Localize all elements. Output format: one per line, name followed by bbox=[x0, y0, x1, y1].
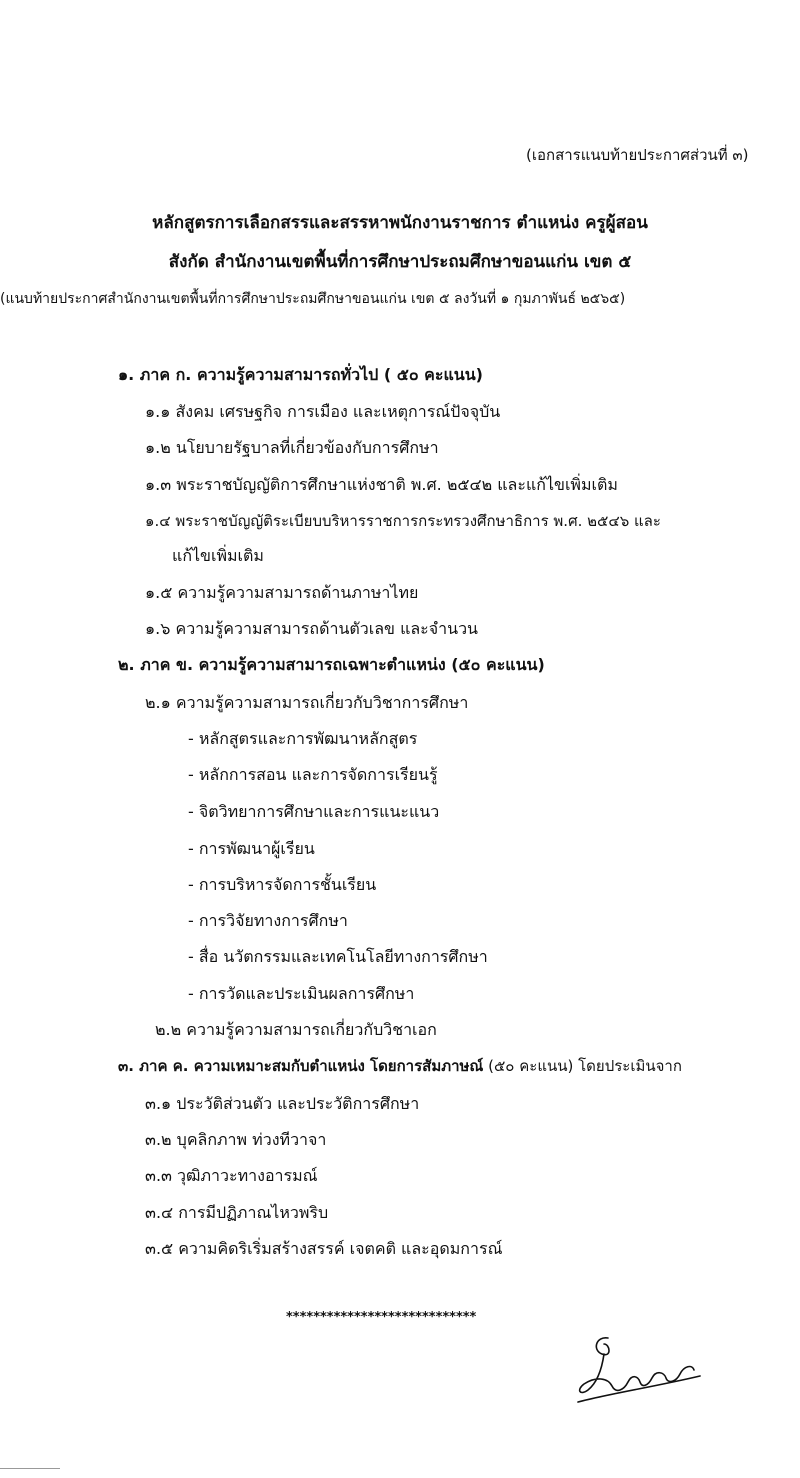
scan-edge-divider bbox=[0, 1468, 60, 1469]
section-2-heading: ๒. ภาค ข. ความรู้ความสามารถเฉพาะตำแหน่ง (๕๐ คะแนน) bbox=[118, 655, 545, 674]
section-1-item-4: ๑.๔ พระราชบัญญัติระเบียบบริหารราชการกระทรวงศึกษาธิการ พ.ศ. ๒๕๔๖ และ bbox=[145, 512, 661, 530]
section-1-item-3: ๑.๓ พระราชบัญญัติการศึกษาแห่งชาติ พ.ศ. ๒๕๔๒ และแก้ไขเพิ่มเติม bbox=[145, 475, 618, 494]
header-note: (เอกสารแนบท้ายประกาศส่วนที่ ๓) bbox=[526, 146, 749, 164]
section-3-item-4: ๓.๔ การมีปฏิภาณไหวพริบ bbox=[145, 1203, 329, 1222]
section-2-subitem: - หลักสูตรและการพัฒนาหลักสูตร bbox=[188, 729, 418, 748]
section-1-heading: ๑. ภาค ก. ความรู้ความสามารถทั่วไป ( ๕๐ คะแนน) bbox=[118, 365, 483, 384]
section-2-subitem: - การพัฒนาผู้เรียน bbox=[188, 839, 315, 858]
title-line-2: สังกัด สำนักงานเขตพื้นที่การศึกษาประถมศึกษาขอนแก่น เขต ๕ bbox=[168, 252, 632, 272]
section-3-item-5: ๓.๕ ความคิดริเริ่มสร้างสรรค์ เจตคติ และอุดมการณ์ bbox=[145, 1239, 503, 1258]
section-3-item-1: ๓.๑ ประวัติส่วนตัว และประวัติการศึกษา bbox=[145, 1094, 420, 1113]
section-3-item-3: ๓.๓ วุฒิภาวะทางอารมณ์ bbox=[145, 1166, 318, 1185]
section-1-item-4-cont: แก้ไขเพิ่มเติม bbox=[172, 546, 264, 565]
section-2-item-1: ๒.๑ ความรู้ความสามารถเกี่ยวกับวิชาการศึกษา bbox=[145, 693, 469, 712]
title-line-3: (แนบท้ายประกาศสำนักงานเขตพื้นที่การศึกษาประถมศึกษาขอนแก่น เขต ๕ ลงวันที่ ๑ กุมภาพันธ์ ๒๕๖๕) bbox=[0, 291, 626, 307]
section-1-item-6: ๑.๖ ความรู้ความสามารถด้านตัวเลข และจำนวน bbox=[145, 619, 478, 638]
section-3-heading-bold: ๓. ภาค ค. ความเหมาะสมกับตำแหน่ง โดยการสัมภาษณ์ bbox=[118, 1057, 484, 1075]
handwritten-signature-icon bbox=[568, 1332, 708, 1408]
section-3-heading bbox=[118, 1055, 682, 1077]
section-2-subitem: - สื่อ นวัตกรรมและเทคโนโลยีทางการศึกษา bbox=[188, 947, 488, 966]
section-2-subitem: - การวิจัยทางการศึกษา bbox=[188, 911, 348, 930]
section-2-item-2: ๒.๒ ความรู้ความสามารถเกี่ยวกับวิชาเอก bbox=[155, 1020, 437, 1039]
section-3-item-2: ๓.๒ บุคลิกภาพ ท่วงทีวาจา bbox=[145, 1130, 327, 1149]
section-3-heading-rest: (๕๐ คะแนน) โดยประเมินจาก bbox=[483, 1057, 682, 1075]
section-1-item-2: ๑.๒ นโยบายรัฐบาลที่เกี่ยวข้องกับการศึกษา bbox=[145, 438, 439, 457]
section-2-subitem: - จิตวิทยาการศึกษาและการแนะแนว bbox=[188, 802, 440, 821]
section-1-item-1: ๑.๑ สังคม เศรษฐกิจ การเมือง และเหตุการณ์ปัจจุบัน bbox=[145, 402, 501, 421]
section-2-subitem: - การบริหารจัดการชั้นเรียน bbox=[188, 875, 377, 894]
divider-stars: **************************** bbox=[286, 1310, 477, 1325]
section-1-item-5: ๑.๕ ความรู้ความสามารถด้านภาษาไทย bbox=[145, 583, 419, 602]
section-2-subitem: - การวัดและประเมินผลการศึกษา bbox=[188, 984, 415, 1003]
title-line-1: หลักสูตรการเลือกสรรและสรรหาพนักงานราชการ ตำแหน่ง ครูผู้สอน bbox=[152, 213, 648, 233]
section-2-subitem: - หลักการสอน และการจัดการเรียนรู้ bbox=[188, 765, 438, 784]
